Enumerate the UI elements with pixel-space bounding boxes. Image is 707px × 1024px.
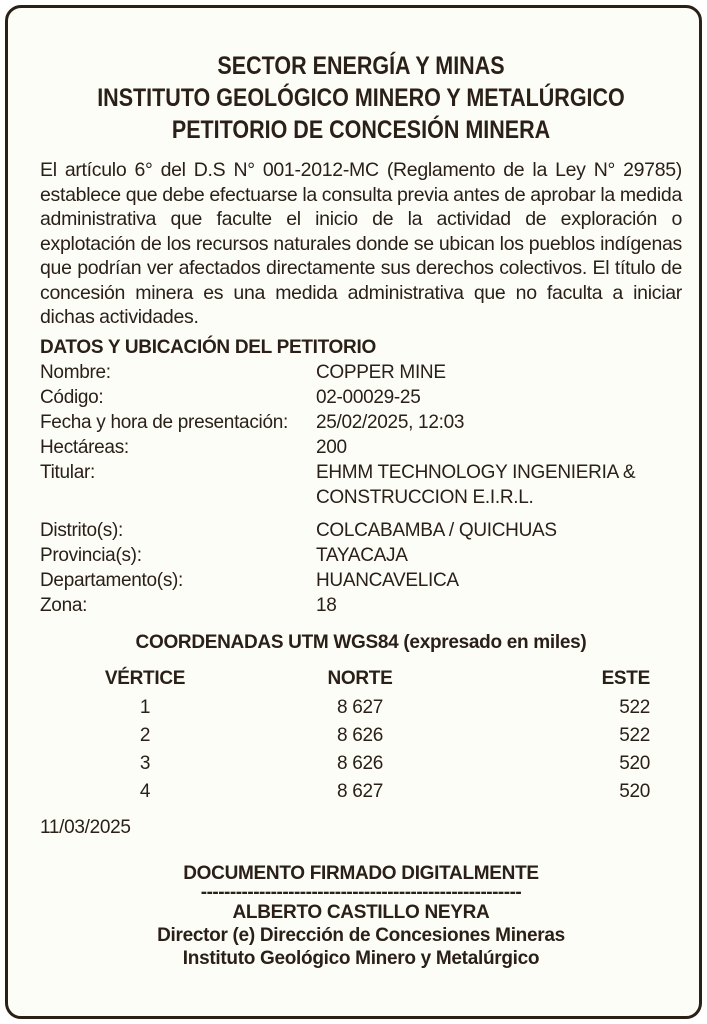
field-row-codigo bbox=[40, 385, 682, 410]
table-row bbox=[40, 750, 650, 778]
notice-header bbox=[85, 50, 637, 146]
header-title: PETITORIO DE CONCESIÓN MINERA bbox=[171, 116, 551, 144]
signatory-institution: Instituto Geológico Minero y Metalúrgico bbox=[182, 947, 540, 969]
cell-vertice: 3 bbox=[139, 752, 151, 774]
field-row-hectareas bbox=[40, 435, 682, 460]
table-header-row bbox=[40, 664, 650, 694]
field-value: COLCABAMBA / QUICHUAS bbox=[316, 519, 557, 541]
signatory-name: ALBERTO CASTILLO NEYRA bbox=[232, 901, 490, 923]
cell-norte: 8 627 bbox=[336, 696, 384, 718]
signature-separator: ------------------------------------------------------- bbox=[200, 884, 522, 901]
field-row-distrito bbox=[40, 518, 682, 543]
header-sector: SECTOR ENERGÍA Y MINAS bbox=[217, 52, 505, 80]
field-row-provincia bbox=[40, 543, 682, 568]
coordinates-table bbox=[40, 664, 650, 806]
field-value: 02-00029-25 bbox=[316, 386, 421, 408]
section-title: DATOS Y UBICACIÓN DEL PETITORIO bbox=[40, 336, 376, 358]
cell-norte: 8 626 bbox=[336, 752, 384, 774]
signature-label: DOCUMENTO FIRMADO DIGITALMENTE bbox=[183, 862, 539, 884]
field-row-nombre bbox=[40, 360, 682, 385]
fields-list bbox=[40, 360, 682, 618]
notice-content bbox=[40, 50, 682, 970]
header-institute: INSTITUTO GEOLÓGICO MINERO Y METALÚRGICO bbox=[97, 84, 625, 112]
field-value: HUANCAVELICA bbox=[316, 569, 459, 591]
field-label: Departamento(s): bbox=[40, 569, 184, 591]
cell-vertice: 4 bbox=[139, 780, 151, 802]
field-label: Nombre: bbox=[40, 361, 111, 383]
field-row-titular bbox=[40, 460, 682, 510]
field-row-zona bbox=[40, 593, 682, 618]
notice-frame bbox=[5, 5, 702, 1019]
field-label: Titular: bbox=[40, 461, 95, 483]
table-row bbox=[40, 778, 650, 806]
titular-line-1: EHMM TECHNOLOGY INGENIERIA & bbox=[316, 461, 636, 483]
field-value: 18 bbox=[316, 594, 337, 616]
cell-vertice: 2 bbox=[139, 724, 151, 746]
signature-block bbox=[40, 862, 682, 970]
field-value: COPPER MINE bbox=[316, 361, 446, 383]
field-label: Distrito(s): bbox=[40, 519, 123, 541]
publication-date: 11/03/2025 bbox=[40, 816, 131, 838]
cell-este: 520 bbox=[619, 780, 650, 802]
intro-paragraph: El artículo 6° del D.S N° 001-2012-MC (Reglamento de la Ley N° 29785) establece que debe efectuarse la consulta previa antes de aprobar la medida administrativa que faculte el inicio de la actividad de exploración o explotación de los recursos naturales donde se ubican los pueblos indígenas que podrían ver afectados directamente sus derechos colectivos. El título de concesión minera es una medida administrativa que no faculta a iniciar dichas actividades. bbox=[40, 159, 682, 328]
coordinates-title: COORDENADAS UTM WGS84 (expresado en miles) bbox=[135, 631, 587, 653]
field-label: Hectáreas: bbox=[40, 436, 129, 458]
field-row-departamento bbox=[40, 568, 682, 593]
field-row-fecha bbox=[40, 410, 682, 435]
field-value: TAYACAJA bbox=[316, 544, 408, 566]
field-label: Fecha y hora de presentación: bbox=[40, 411, 288, 433]
cell-este: 522 bbox=[619, 696, 650, 718]
field-label: Provincia(s): bbox=[40, 544, 142, 566]
field-label: Código: bbox=[40, 386, 104, 408]
signatory-position: Director (e) Dirección de Concesiones Mineras bbox=[157, 924, 565, 946]
cell-norte: 8 627 bbox=[336, 780, 384, 802]
column-header-vertice: VÉRTICE bbox=[104, 667, 186, 689]
field-value bbox=[316, 460, 682, 510]
cell-este: 520 bbox=[619, 752, 650, 774]
titular-line-2: CONSTRUCCION E.I.R.L. bbox=[316, 486, 534, 508]
cell-vertice: 1 bbox=[139, 696, 151, 718]
table-row bbox=[40, 694, 650, 722]
field-value: 25/02/2025, 12:03 bbox=[316, 411, 465, 433]
column-header-este: ESTE bbox=[601, 667, 650, 689]
field-value: 200 bbox=[316, 436, 347, 458]
table-row bbox=[40, 722, 650, 750]
cell-este: 522 bbox=[619, 724, 650, 746]
cell-norte: 8 626 bbox=[336, 724, 384, 746]
field-label: Zona: bbox=[40, 594, 88, 616]
column-header-norte: NORTE bbox=[327, 667, 393, 689]
